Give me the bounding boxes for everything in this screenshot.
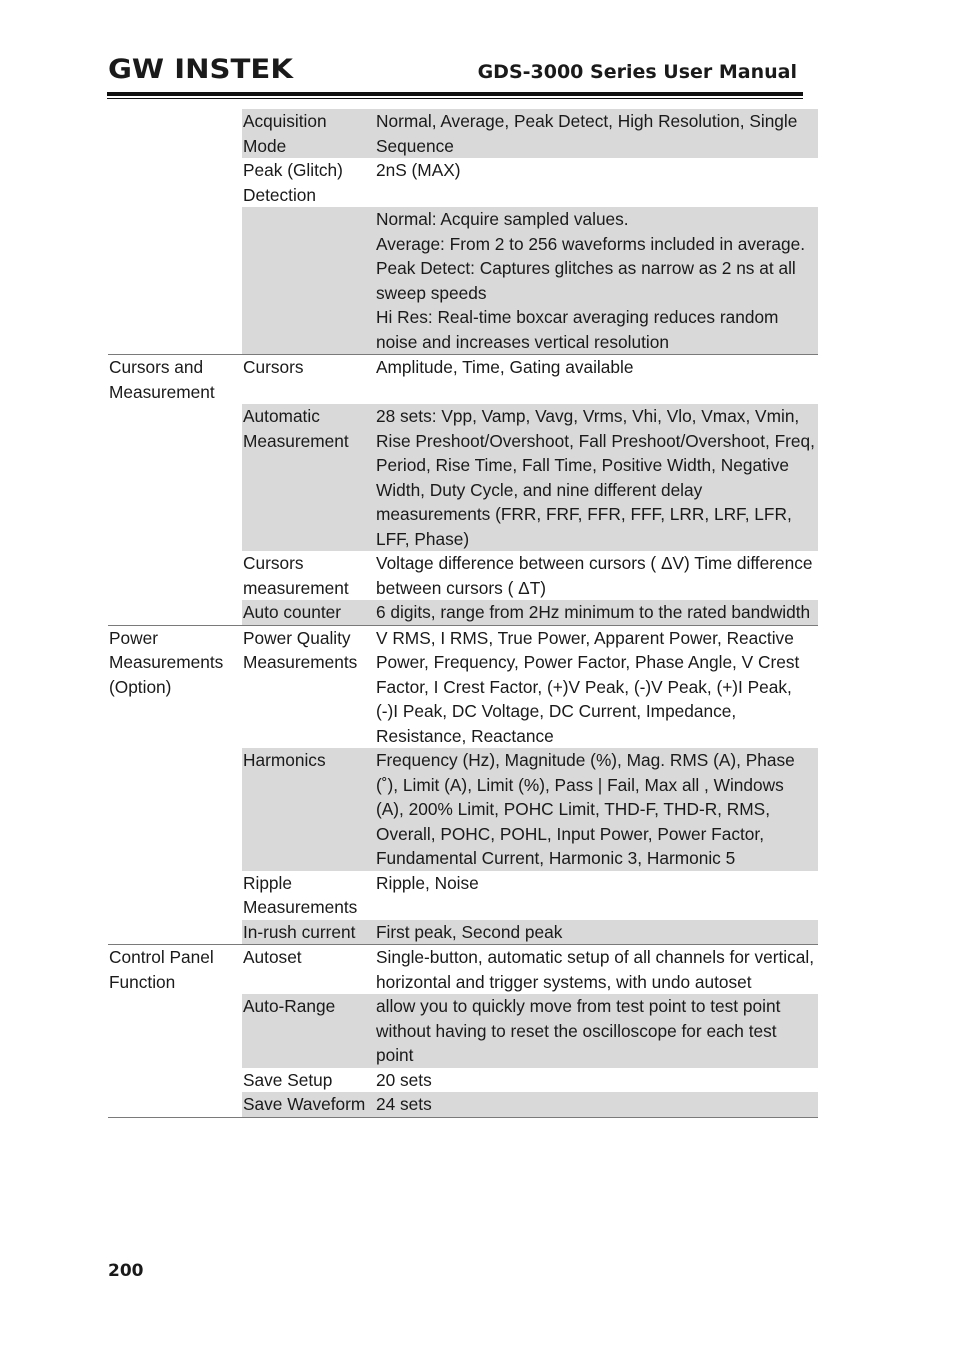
table-row [108, 748, 818, 871]
table-row [108, 625, 818, 748]
value-text: V RMS, I RMS, True Power, Apparent Power, Reactive Power, Frequency, Power Factor, Phase Angle, V Crest Factor, I Crest Factor, (+)V Peak, (-)V Peak, (+)I Peak, (-)I Peak, DC Voltage, DC Current, Impedance, Resistance, Reactance [376, 627, 800, 746]
value-cell [376, 945, 818, 995]
table-row [108, 920, 818, 945]
item-cell: Ripple Measurements [243, 872, 358, 917]
item-cell: Cursors [243, 357, 304, 377]
category-cell [108, 404, 242, 551]
value-text: Peak Detect: Captures glitches as narrow as 2 ns at all sweep speeds [376, 258, 796, 303]
category-cell [108, 158, 242, 207]
category-cell [108, 1092, 242, 1117]
table-row [108, 158, 818, 207]
category-cell [108, 551, 242, 600]
table-row [108, 207, 818, 355]
value-cell [376, 748, 818, 871]
value-text: First peak, Second peak [376, 921, 563, 942]
value-cell [376, 1068, 818, 1093]
item-cell: Autoset [243, 947, 302, 967]
value-text: Single-button, automatic setup of all channels for vertical, horizontal and trigger systems, with undo autoset [376, 947, 815, 992]
header-rule-thin [107, 98, 803, 99]
item-cell: Acquisition Mode [242, 109, 376, 158]
category-cell [108, 994, 242, 1068]
item-cell: In-rush current [242, 920, 376, 945]
value-text: 2nS (MAX) [376, 160, 461, 180]
value-text: Hi Res: Real-time boxcar averaging reduces random noise and increases vertical resolution [376, 307, 779, 352]
value-text: 20 sets [376, 1069, 432, 1090]
category-cell [108, 207, 242, 355]
value-text: Ripple, Noise [376, 872, 479, 893]
header-rule-thick [107, 92, 803, 96]
value-cell [376, 994, 818, 1068]
manual-title: GDS-3000 Series User Manual [477, 61, 797, 83]
value-text: 6 digits, range from 2Hz minimum to the rated bandwidth [376, 602, 811, 622]
category-cell [108, 920, 242, 945]
item-cell: Auto counter [242, 600, 376, 625]
table-row [108, 1092, 818, 1117]
value-text: Average: From 2 to 256 waveforms included in average. [376, 233, 806, 254]
value-cell [376, 158, 818, 207]
category-cell [108, 600, 242, 625]
table-row [108, 994, 818, 1068]
category-cell: Cursors and Measurement [109, 357, 215, 402]
item-cell: Harmonics [242, 748, 376, 871]
category-cell [108, 871, 242, 920]
value-text: Amplitude, Time, Gating available [376, 357, 634, 377]
table-row [108, 1068, 818, 1093]
item-cell: Peak (Glitch) Detection [243, 160, 343, 205]
table-row [108, 109, 818, 158]
specification-table [108, 109, 818, 1118]
item-cell: Cursors measurement [243, 553, 349, 598]
table-row [108, 871, 818, 920]
table-row [108, 355, 818, 405]
item-cell [242, 207, 376, 355]
table-row [108, 404, 818, 551]
value-text: Normal, Average, Peak Detect, High Resolution, Single Sequence [376, 111, 798, 156]
page-number: 200 [108, 1261, 144, 1281]
value-text: Voltage difference between cursors ( ΔV) Time difference between cursors ( ΔT) [376, 553, 813, 598]
value-text: 24 sets [376, 1094, 432, 1114]
category-cell [108, 109, 242, 158]
category-cell [108, 1068, 242, 1093]
value-text: 28 sets: Vpp, Vamp, Vavg, Vrms, Vhi, Vlo, Vmax, Vmin, Rise Preshoot/Overshoot, Fall Preshoot/Overshoot, Freq, Period, Rise Time, Fall Time, Positive Width, Negative Width, Duty Cycle, and nine different delay measurements (FRR, FRF, FFR, FFF, LRR, LRF, LFR, LFF, Phase) [376, 406, 815, 549]
value-cell [376, 404, 818, 551]
item-cell: Power Quality Measurements [243, 627, 358, 672]
value-cell [376, 920, 818, 945]
value-cell [376, 551, 818, 600]
item-cell: Auto-Range [242, 994, 376, 1068]
brand-logo: GW INSTEK [108, 54, 293, 85]
value-cell [376, 600, 818, 625]
value-text: Frequency (Hz), Magnitude (%), Mag. RMS (A), Phase (˚), Limit (A), Limit (%), Pass | Fail, Max all , Windows (A), 200% Limit, POHC Limit, THD-F, THD-R, RMS, Overall, POHC, POHL, Input Power, Power Factor, Fundamental Current, Harmonic 3, Harmonic 5 [376, 750, 795, 868]
item-cell: Automatic Measurement [242, 404, 376, 551]
value-cell [376, 871, 818, 920]
category-cell: Power Measurements (Option) [109, 627, 224, 697]
value-text: Normal: Acquire sampled values. [376, 209, 629, 229]
item-cell: Save Waveform [242, 1092, 376, 1117]
category-cell: Control Panel Function [109, 947, 214, 992]
value-cell [376, 1092, 818, 1117]
value-cell [376, 625, 818, 748]
table-row [108, 600, 818, 625]
value-cell [376, 207, 818, 355]
category-cell [108, 748, 242, 871]
item-cell: Save Setup [243, 1069, 333, 1090]
value-cell [376, 109, 818, 158]
table-row [108, 551, 818, 600]
table-row [108, 945, 818, 995]
value-cell [376, 355, 818, 405]
value-text: allow you to quickly move from test point to test point without having to reset the oscilloscope for each test point [376, 996, 781, 1065]
